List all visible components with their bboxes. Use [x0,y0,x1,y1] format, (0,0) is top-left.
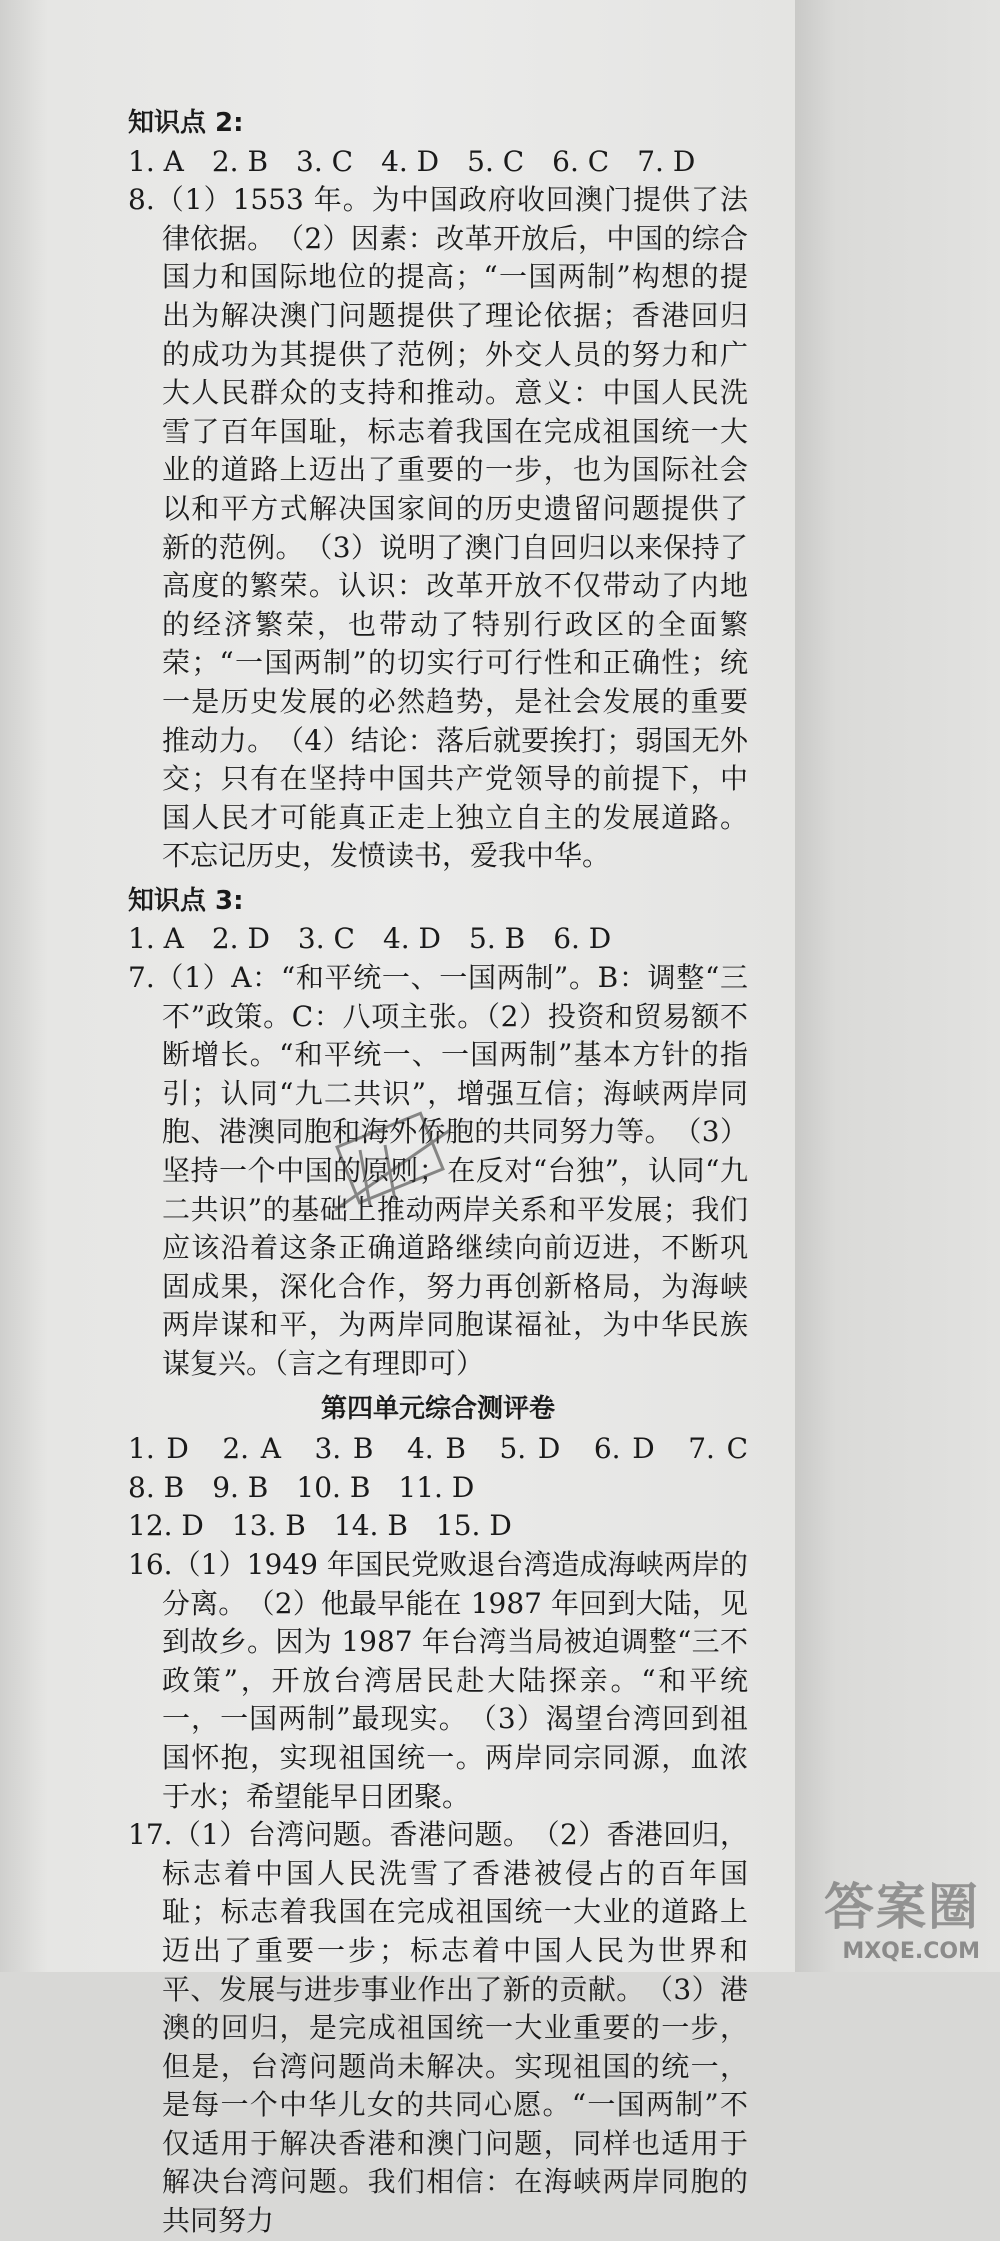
answers-line: 1. A 2. B 3. C 4. D 5. C 6. C 7. D [128,144,696,178]
scan-margin [795,0,1000,1972]
question-8-answer: 8.（1）1553 年。为中国政府收回澳门提供了法律依据。 （2）因素：改革开放后，中国的综合国力和国际地位的提高；“一国两制”构想的提出为解决澳门问题提供了理论依据；香港回归的成功为其提供了范例；外交人员的努力和广大人民群众的支持和推动。意义：中国人民洗雪了百年国耻，标志着我国在完成祖国统一大业的道路上迈出了重要的一步，也为国际社会以和平方式解决国家间的历史遗留问题提供了新的范例。 （3）说明了澳门自回归以来保持了高度的繁荣。认识：改革开放不仅带动了内地的经济繁荣，也带动了特别行政区的全面繁荣；“一国两制”的切实行可行性和正确性；统一是历史发展的必然趋势，是社会发展的重要推动力。 （4）结论：落后就要挨打；弱国无外交；只有在坚持中国共产党领导的前提下，中国人民才可能真正走上独立自主的发展道路。不忘记历史，发愤读书，爱我中华。 [128,183,748,873]
answers-line: 1. A 2. D 3. C 4. D 5. B 6. D [128,922,612,956]
watermark-logo: 答案圈 [824,1878,980,1936]
question-17-answer: 17.（1）台湾问题。香港问题。 （2）香港回归，标志着中国人民洗雪了香港被侵占的百年国耻；标志着我国在完成祖国统一大业的道路上迈出了重要一步；标志着中国人民为世界和平、发展与进步事业作出了新的贡献。 （3）港澳的回归，是完成祖国统一大业重要的一步，但是，台湾问题尚未解决。实现祖国的统一，是每一个中华儿女的共同心愿。“一国两制”不仅适用于解决香港和澳门问题，同样也适用于解决台湾问题。我们相信：在海峡两岸同胞的共同努力 [128,1818,748,2238]
section-heading-3: 知识点 3: [128,885,244,916]
answers-line: 1. D 2. A 3. B 4. B 5. D 6. D 7. C 8. B 9. B 10. B 11. D [128,1432,777,1504]
question-7-answer: 7.（1）A：“和平统一、一国两制”。B：调整“三不”政策。C：八项主张。（2）投资和贸易额不断增长。“和平统一、一国两制”基本方针的指引；认同“九二共识”，增强互信；海峡两岸同胞、港澳同胞和海外侨胞的共同努力等。 （3）坚持一个中国的原则；在反对“台独”，认同“九二共识”的基础上推动两岸关系和平发展；我们应该沿着这条正确道路继续向前迈进，不断巩固成果，深化合作，努力再创新格局，为海峡两岸谋和平，为两岸同胞谋福祉，为中华民族谋复兴。（言之有理即可） [128,961,748,1380]
watermark-url: MXQE.COM [842,1939,980,1964]
section-heading-2: 知识点 2: [128,108,244,138]
question-16-answer: 16.（1）1949 年国民党败退台湾造成海峡两岸的分离。 （2）他最早能在 1987 年回到大陆，见到故乡。因为 1987 年台湾当局被迫调整“三不政策”，开放台湾居民赴大陆探亲。“和平统一，一国两制”最现实。 （3）渴望台湾回到祖国怀抱，实现祖国统一。两岸同宗同源，血浓于水；希望能早日团聚。 [128,1547,748,1813]
unit-title: 第四单元综合测评卷 [320,1393,555,1424]
stamp-mark [300,1110,470,1230]
watermark [824,1867,980,1964]
answers-line: 12. D 13. B 14. B 15. D [128,1509,512,1543]
